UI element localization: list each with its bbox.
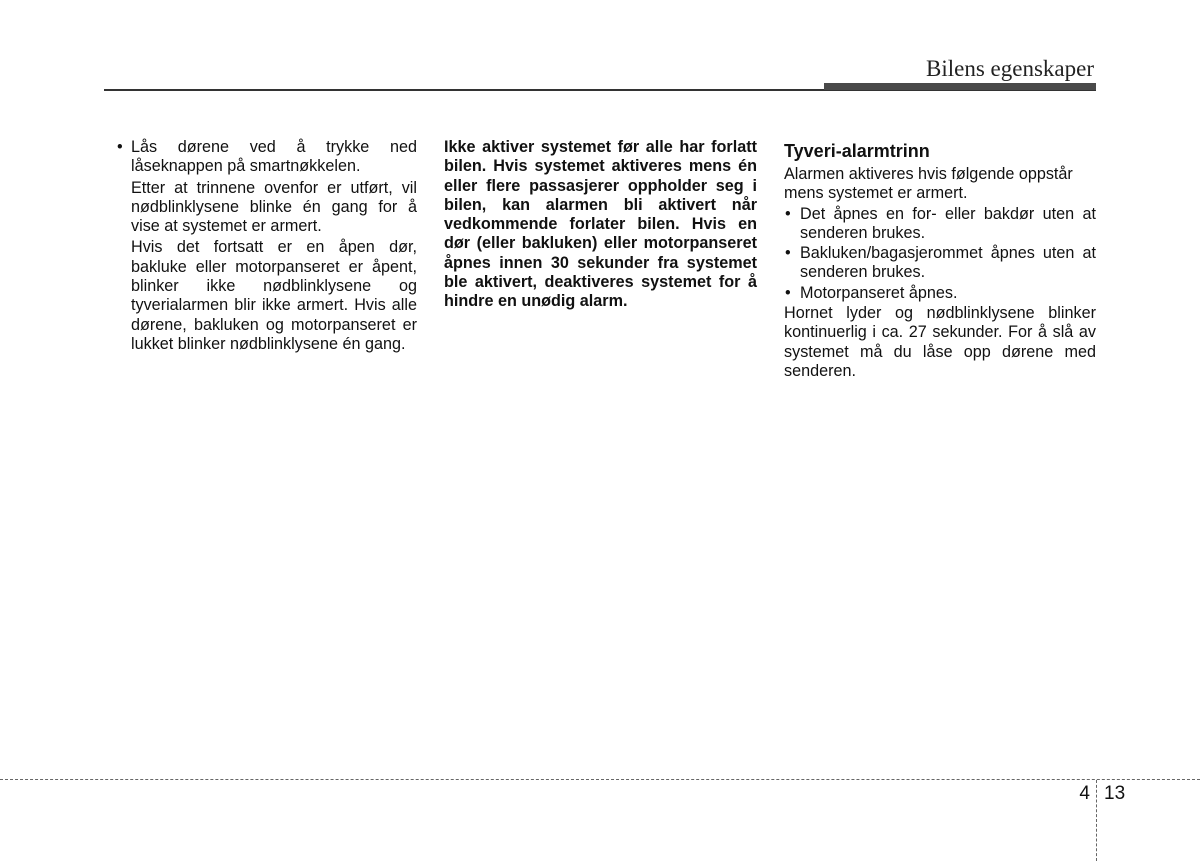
list-item bbox=[784, 284, 1096, 303]
right-column bbox=[784, 138, 1096, 381]
footer-rule bbox=[0, 779, 1200, 780]
warning-text: Ikke aktiver systemet før alle har forlatt bilen. Hvis systemet aktiveres mens én eller flere passasjerer oppholder seg i bilen, kan alarmen bli aktivert når vedkommende forlater bilen. Hvis en dør (eller bakluken) eller motorpanseret åpnes innen 30 sekunder fra systemet ble aktivert, deaktiveres systemet for å hindre en unødig alarm. bbox=[444, 138, 757, 311]
outro-text: Hornet lyder og nødblinklysene blinker kontinuerlig i ca. 27 sekunder. For å slå av systemet må du låse opp dørene med senderen. bbox=[784, 304, 1096, 380]
header-rule-accent bbox=[824, 83, 1096, 90]
open-door-note: Hvis det fortsatt er en åpen dør, bakluke eller motorpanseret er åpent, blinker ikke nødblinklysene og tyverialarmen blir ikke armert. Hvis alle dørene, bakluken og motorpanseret er lukket blinker nødblinklysene én gang. bbox=[131, 238, 417, 353]
list-item-text: Motorpanseret åpnes. bbox=[800, 283, 958, 302]
left-column bbox=[117, 138, 417, 354]
list-item bbox=[117, 138, 417, 177]
list-item-text: Bakluken/bagasjerommet åpnes uten at senderen brukes. bbox=[800, 244, 1096, 282]
page-number: 13 bbox=[1104, 783, 1126, 804]
trigger-list bbox=[784, 205, 1096, 303]
bullet-icon: • bbox=[785, 204, 791, 223]
armed-confirmation-text: Etter at trinnene ovenfor er utført, vil nødblinklysene blinke én gang for å vise at systemet er armert. bbox=[131, 178, 417, 236]
bullet-icon: • bbox=[785, 283, 791, 302]
middle-column bbox=[444, 138, 757, 312]
chapter-number: 4 bbox=[1079, 783, 1090, 804]
section-heading: Tyveri-alarmtrinn bbox=[784, 141, 930, 161]
footer-divider bbox=[1096, 780, 1097, 861]
lock-instruction: Lås dørene ved å trykke ned låseknappen på smartnøkkelen. bbox=[131, 138, 417, 176]
bullet-icon: • bbox=[785, 244, 791, 263]
page-header-title: Bilens egenskaper bbox=[926, 56, 1094, 81]
intro-text: Alarmen aktiveres hvis følgende oppstår mens systemet er armert. bbox=[784, 165, 1073, 203]
list-item bbox=[784, 205, 1096, 244]
list-item bbox=[784, 244, 1096, 283]
list-item-text: Det åpnes en for- eller bakdør uten at senderen brukes. bbox=[800, 204, 1096, 242]
bullet-icon: • bbox=[117, 138, 123, 156]
